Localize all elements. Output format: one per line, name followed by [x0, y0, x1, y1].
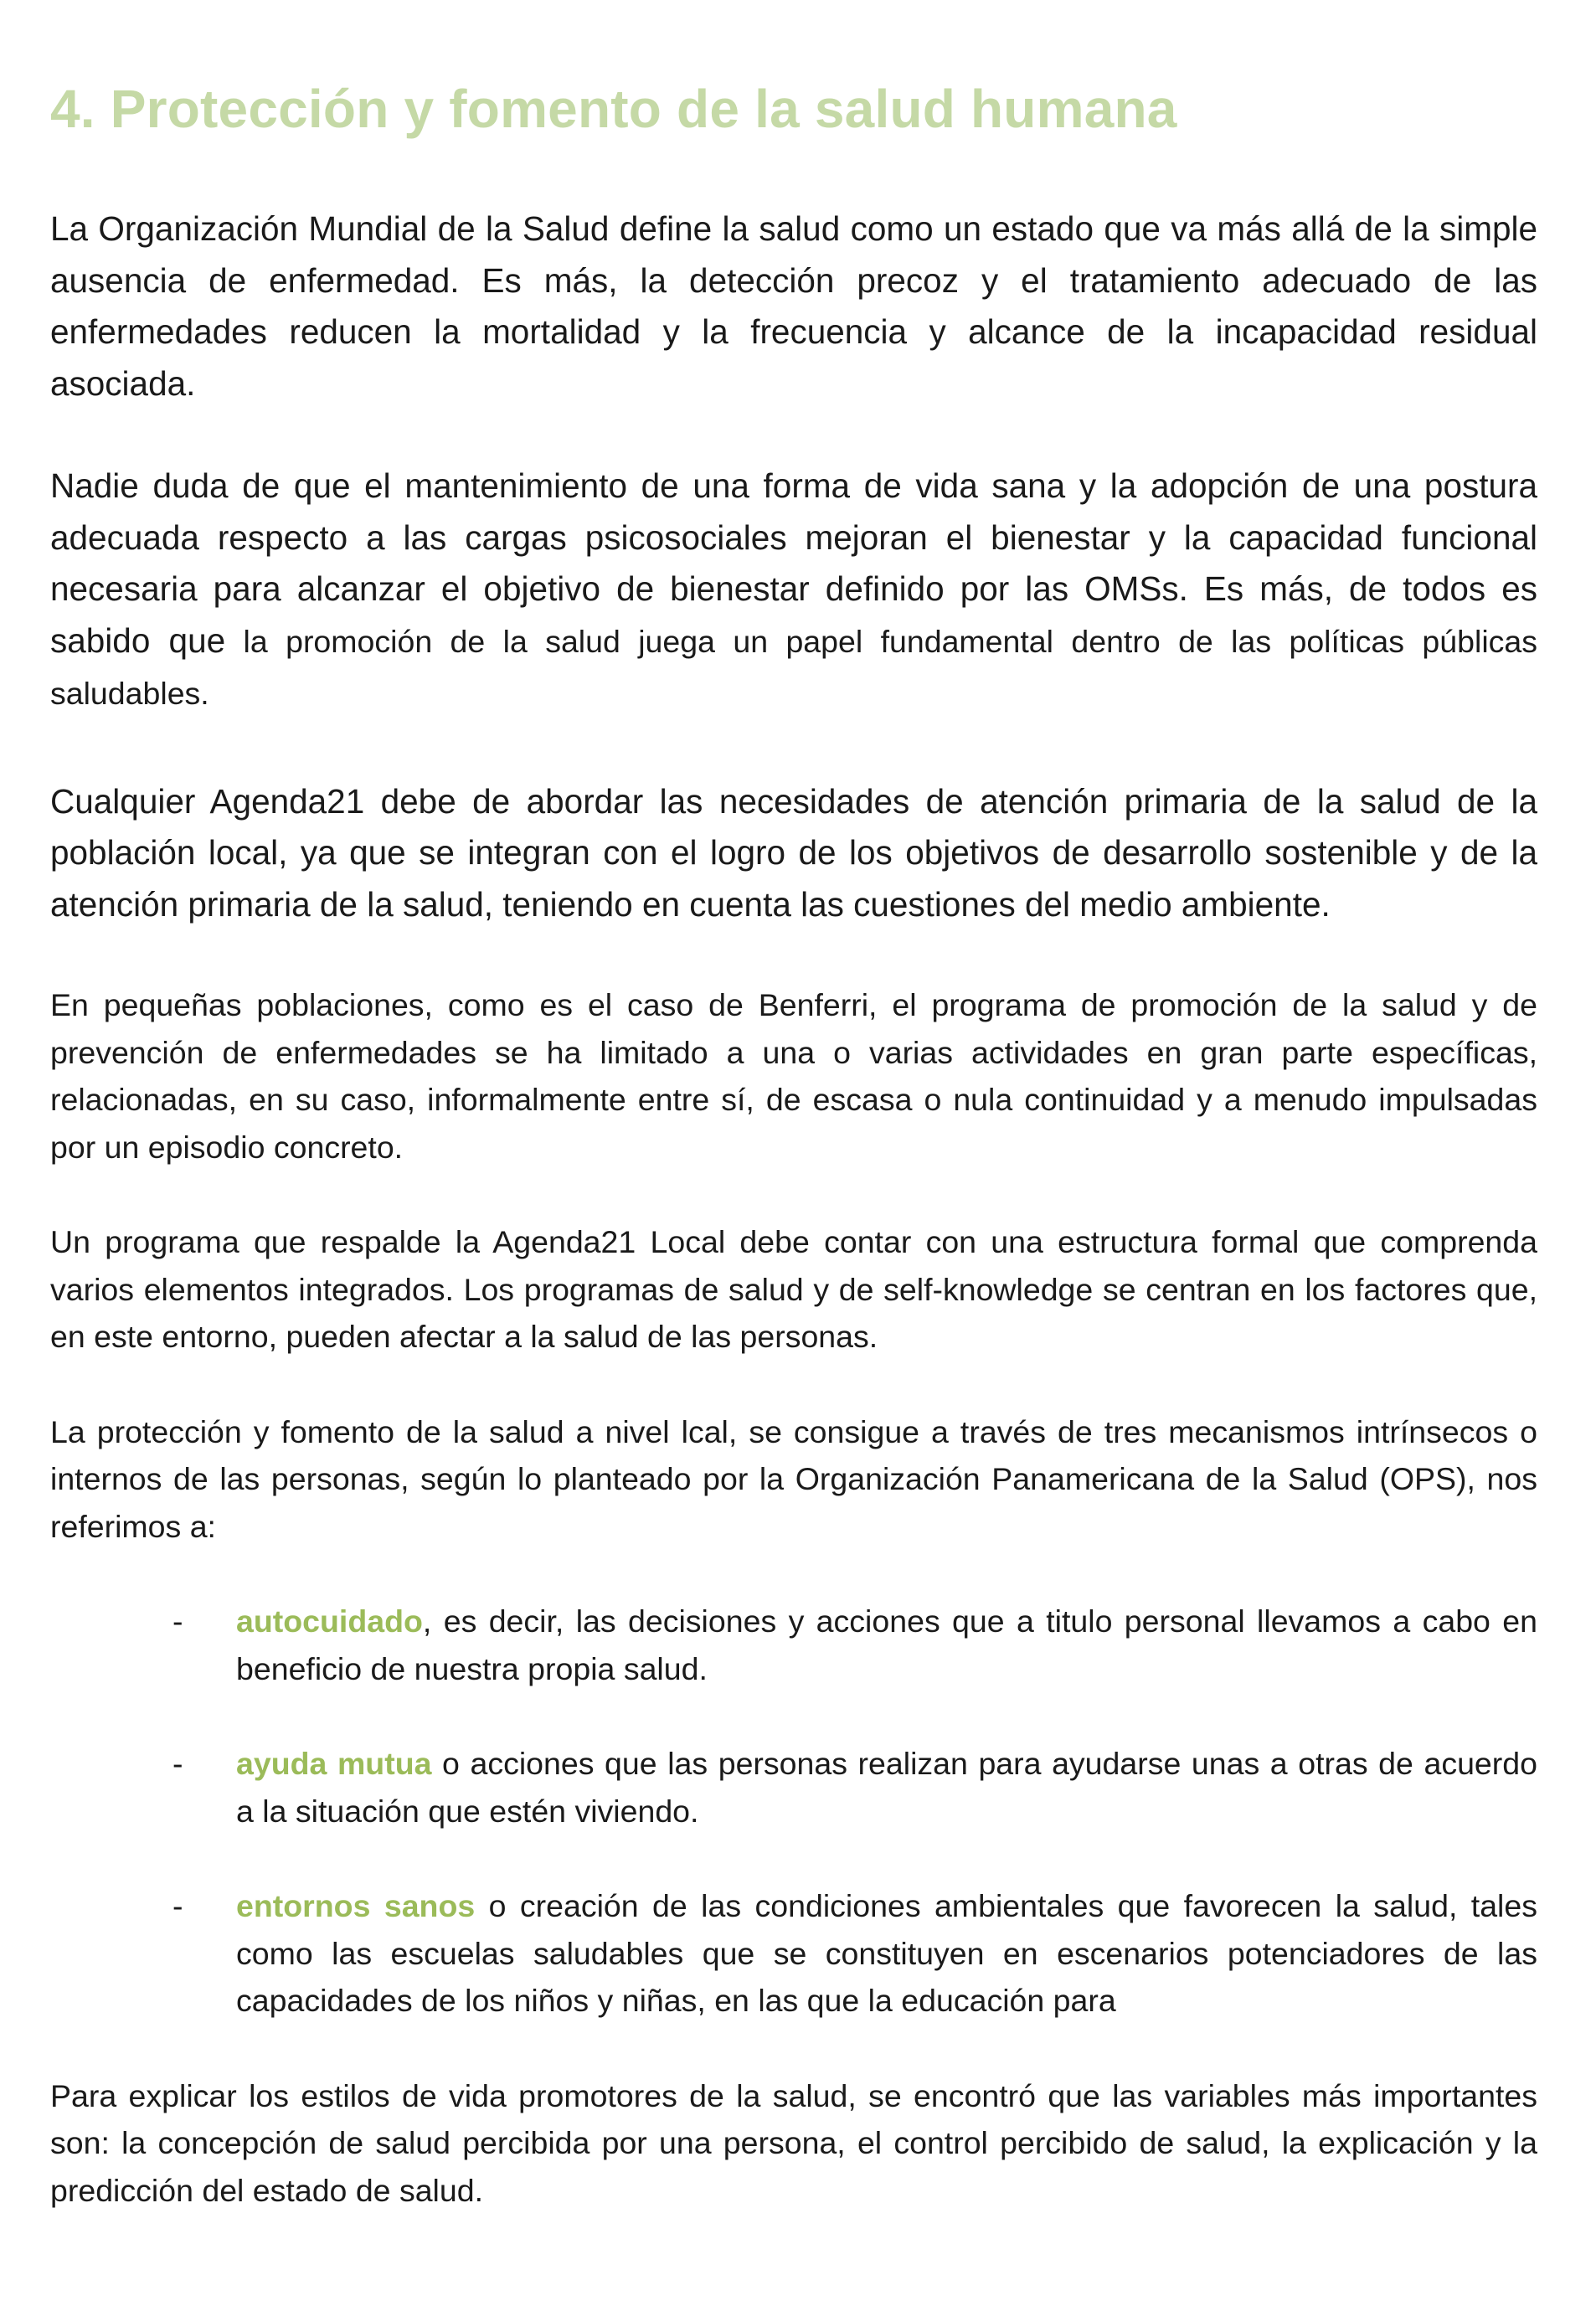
term-ayuda-mutua: ayuda mutua — [236, 1746, 432, 1781]
list-dash: - — [172, 1888, 183, 1923]
list-item-ayuda-mutua — [50, 1740, 1537, 1835]
paragraph-vida-sana-main: Nadie duda de que el mantenimiento de una forma de vida sana y la adopción de una postura adecuada respecto a las cargas psicosociales mejoran el bienestar y la capacidad funcional necesaria para alcanzar el objetivo de bienestar definido por las OMSs. Es más, de todos es sabido que — [50, 466, 1537, 660]
list-item-description: , es decir, las decisiones y acciones que a titulo personal llevamos a cabo en beneficio de nuestra propia salud. — [236, 1603, 1537, 1686]
section-title: 4. Protección y fomento de la salud humana — [50, 79, 1177, 139]
document-page — [50, 0, 1537, 2214]
term-entornos-sanos: entornos sanos — [236, 1888, 476, 1923]
list-dash: - — [172, 1746, 183, 1781]
list-item-text — [236, 1882, 1537, 2025]
list-item-description: o acciones que las personas realizan para ayudarse unas a otras de acuerdo a la situación que estén viviendo. — [236, 1746, 1537, 1829]
paragraph-estilos-de-vida: Para explicar los estilos de vida promotores de la salud, se encontró que las variables más importantes son: la concepción de salud percibida por una persona, el control percibido de salud, la explicación y la predicción del estado de salud. — [50, 2077, 1537, 2208]
list-item-description: o creación de las condiciones ambientales que favorecen la salud, tales como las escuelas saludables que se constituyen en escenarios potenciadores de las capacidades de los niños y niñas, en las que la educación para — [236, 1888, 1537, 2018]
paragraph-mecanismos: La protección y fomento de la salud a nivel lcal, se consigue a través de tres mecanismos intrínsecos o internos de las personas, según lo planteado por la Organización Panamericana de la Salud (OPS), nos referimos a: — [50, 1413, 1537, 1544]
paragraph-agenda21: Cualquier Agenda21 debe de abordar las necesidades de atención primaria de la salud de la población local, ya que se integran con el logro de los objetivos de desarrollo sostenible y de la atención primaria de la salud, teniendo en cuenta las cuestiones del medio ambiente. — [50, 781, 1537, 924]
paragraph-programa-local: Un programa que respalde la Agenda21 Local debe contar con una estructura formal que comprenda varios elementos integrados. Los programas de salud y de self-knowledge se centran en los factores que, en este entorno, pueden afectar a la salud de las personas. — [50, 1224, 1537, 1354]
paragraph-benferri: En pequeñas poblaciones, como es el caso de Benferri, el programa de promoción de la salud y de prevención de enfermedades se ha limitado a una o varias actividades en gran parte específicas, relacionadas, en su caso, informalmente entre sí, de escasa o nula continuidad y a menudo impulsadas por un episodio concreto. — [50, 987, 1537, 1165]
list-item-text — [236, 1740, 1537, 1835]
mechanisms-list — [50, 1598, 1537, 2025]
list-item-text — [236, 1598, 1537, 1692]
list-item-entornos-sanos — [50, 1882, 1537, 2025]
paragraph-vida-sana — [50, 461, 1537, 720]
term-autocuidado: autocuidado — [236, 1603, 423, 1639]
paragraph-vida-sana-tail: la promoción de la salud juega un papel fundamental dentro de las políticas públicas saludables. — [50, 623, 1537, 711]
list-item-autocuidado — [50, 1598, 1537, 1692]
list-dash: - — [172, 1603, 183, 1639]
paragraph-oms-definition: La Organización Mundial de la Salud define la salud como un estado que va más allá de la simple ausencia de enfermedad. Es más, la detección precoz y el tratamiento adecuado de las enfermedades reducen la mortalidad y la frecuencia y alcance de la incapacidad residual asociada. — [50, 209, 1537, 403]
